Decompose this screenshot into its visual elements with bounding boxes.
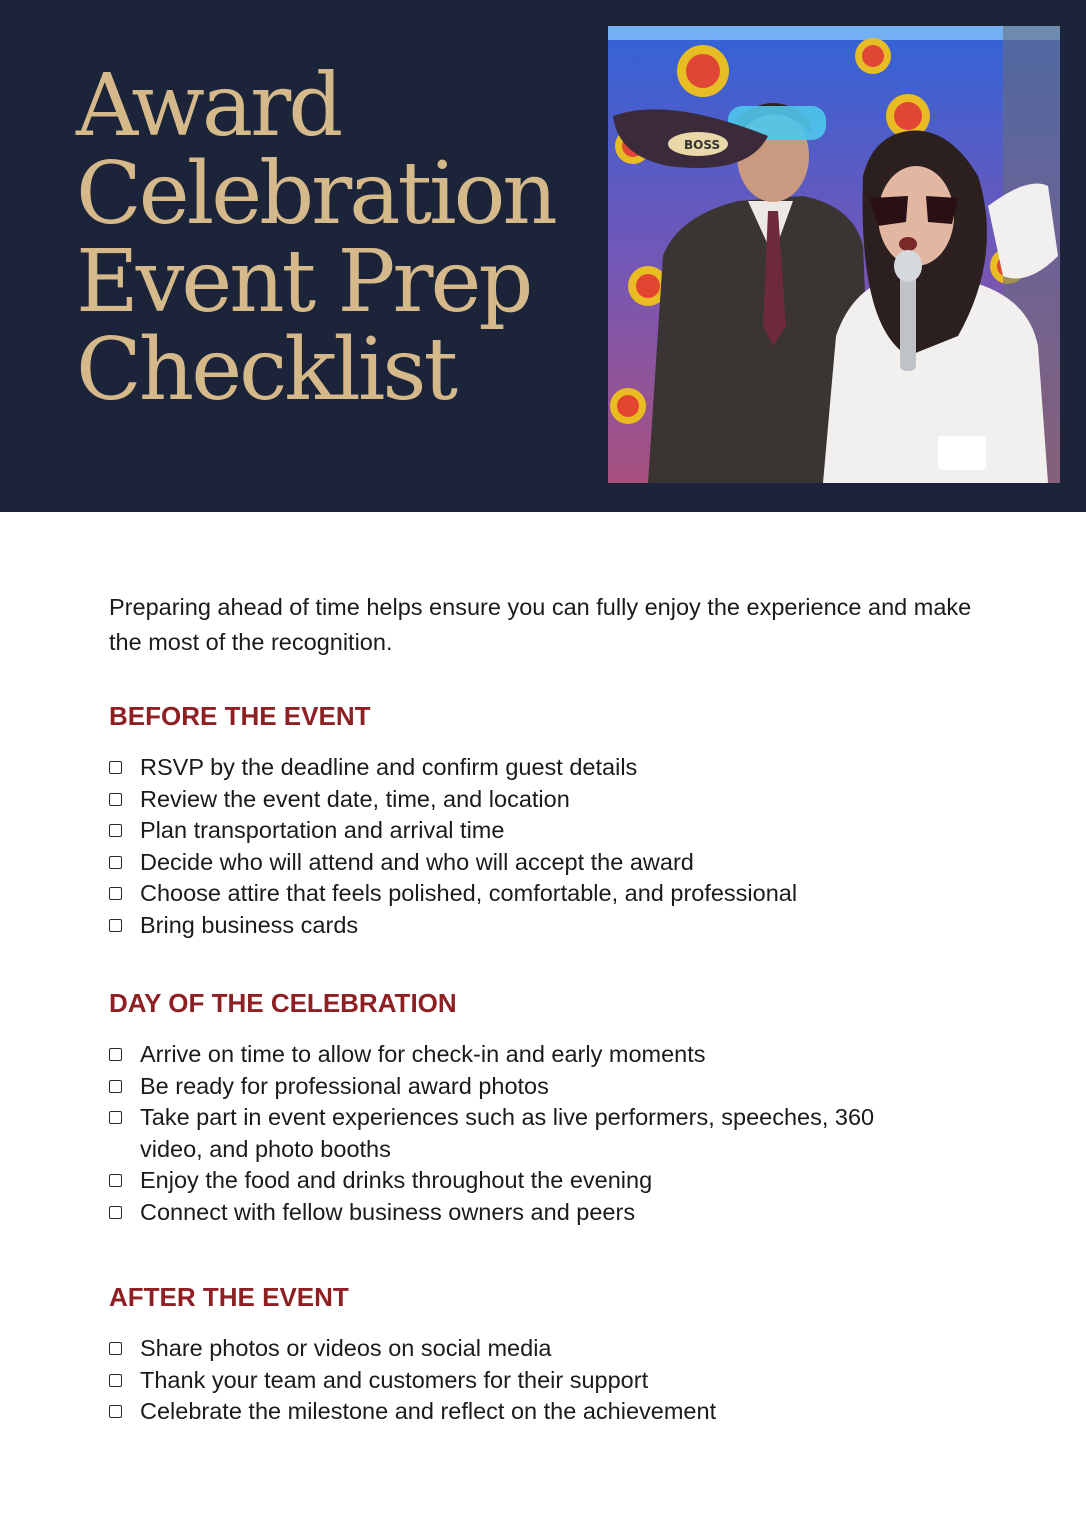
checkbox-icon[interactable] xyxy=(109,793,122,806)
title-line-1: Award xyxy=(76,56,341,156)
section-heading-before: BEFORE THE EVENT xyxy=(109,701,371,731)
checkbox-icon[interactable] xyxy=(109,1111,122,1124)
checkbox-icon[interactable] xyxy=(109,919,122,932)
title-line-4: Checklist xyxy=(76,320,456,420)
page-title xyxy=(76,56,555,420)
checklist-item xyxy=(109,1039,989,1071)
checklist-item xyxy=(109,1333,989,1365)
checklist-item-label: Connect with fellow business owners and peers xyxy=(140,1198,636,1225)
event-photo xyxy=(608,26,1060,483)
checklist-item xyxy=(109,752,989,784)
intro-paragraph: Preparing ahead of time helps ensure you can fully enjoy the experience and make the most of the recognition. xyxy=(109,594,972,655)
section-day-of-celebration xyxy=(109,987,989,1228)
checklist-item-label: Review the event date, time, and location xyxy=(140,785,570,812)
checklist-item-label: Share photos or videos on social media xyxy=(140,1335,552,1361)
checklist-item-label: Celebrate the milestone and reflect on the achievement xyxy=(140,1398,717,1424)
checklist-item-label: Plan transportation and arrival time xyxy=(140,817,505,843)
checklist-item xyxy=(109,1197,989,1229)
checklist-item xyxy=(109,1071,989,1103)
event-photo-illustration xyxy=(608,26,1060,483)
checkbox-icon[interactable] xyxy=(109,1206,122,1219)
checkbox-icon[interactable] xyxy=(109,824,122,837)
checkbox-icon[interactable] xyxy=(109,761,122,774)
checkbox-icon[interactable] xyxy=(109,1405,122,1418)
checkbox-icon[interactable] xyxy=(109,887,122,900)
checklist-after xyxy=(109,1333,989,1428)
checklist-item xyxy=(109,1102,900,1165)
checkbox-icon[interactable] xyxy=(109,1374,122,1387)
section-after-event xyxy=(109,1281,989,1428)
checklist-item-label: Take part in event experiences such as live performers, speeches, 360 video, and photo booths xyxy=(140,1104,875,1162)
checkbox-icon[interactable] xyxy=(109,1048,122,1061)
checklist-before xyxy=(109,752,989,941)
checklist-item xyxy=(109,847,989,879)
checkbox-icon[interactable] xyxy=(109,1342,122,1355)
checklist-item xyxy=(109,910,989,942)
checklist-item-label: Thank your team and customers for their support xyxy=(140,1366,649,1393)
checklist-item-label: Be ready for professional award photos xyxy=(140,1072,549,1099)
checkbox-icon[interactable] xyxy=(109,1080,122,1093)
title-line-2: Celebration xyxy=(76,144,555,244)
checklist-item-label: Decide who will attend and who will accept the award xyxy=(140,848,694,875)
checklist-item-label: Arrive on time to allow for check-in and early moments xyxy=(140,1041,706,1067)
checklist-item xyxy=(109,784,989,816)
section-heading-day-of: DAY OF THE CELEBRATION xyxy=(109,988,457,1018)
checklist-item-label: RSVP by the deadline and confirm guest details xyxy=(140,754,638,780)
boss-sign-text: BOSS xyxy=(684,138,721,152)
checkbox-icon[interactable] xyxy=(109,1174,122,1187)
checklist-item xyxy=(109,815,989,847)
checklist-item-label: Choose attire that feels polished, comfortable, and professional xyxy=(140,880,798,906)
section-before-event xyxy=(109,700,989,941)
checkbox-icon[interactable] xyxy=(109,856,122,869)
header-banner xyxy=(0,0,1086,512)
checklist-item-label: Bring business cards xyxy=(140,911,359,938)
checklist-item-label: Enjoy the food and drinks throughout the evening xyxy=(140,1167,653,1193)
checklist-day-of xyxy=(109,1039,989,1228)
checklist-item xyxy=(109,1365,989,1397)
checklist-item xyxy=(109,878,989,910)
checklist-item xyxy=(109,1165,989,1197)
title-line-3: Event Prep xyxy=(76,232,531,332)
checklist-item xyxy=(109,1396,989,1428)
section-heading-after: AFTER THE EVENT xyxy=(109,1282,349,1312)
